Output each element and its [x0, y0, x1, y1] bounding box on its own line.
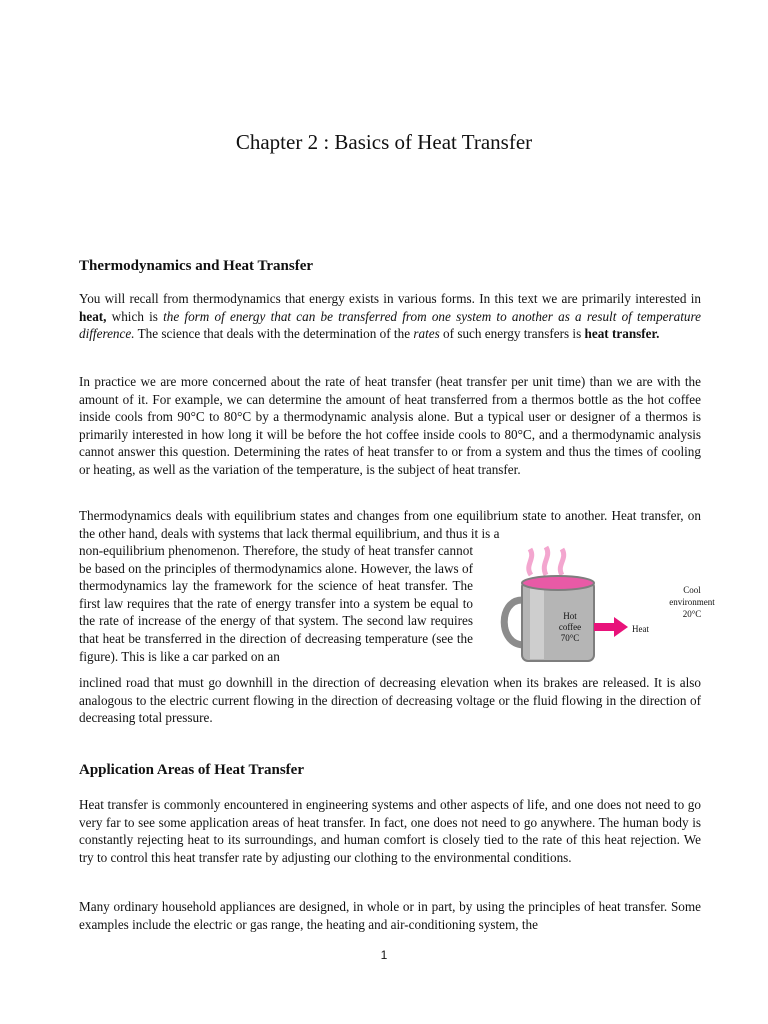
paragraph-rate: In practice we are more concerned about the rate of heat transfer (heat transfer per unit time) than we are with the amount of it. For example, we can determine the amount of heat transferred from a thermos bottle as the hot coffee inside cools from 90°C to 80°C by a thermodynamic analysis alone. But a typical user or designer of a thermos is primarily interested in how long it will be before the hot coffee inside cools to 80°C, and a thermodynamic analysis cannot answer this question. Determining the rates of heat transfer to or from a system and thus the times of cooling or heating, as well as the variation of the temperature, is the subject of heat transfer. [79, 374, 701, 477]
paragraph-equilibrium-bottom: inclined road that must go downhill in the direction of decreasing elevation when its brakes are released. It is also analogous to the electric current flowing in the direction of decreasing voltage or the fluid flowing in the direction of decreasing total pressure. [79, 675, 701, 726]
heat-label: Heat [632, 624, 649, 634]
steam-wisp [544, 547, 547, 575]
heat-transfer-figure [486, 545, 728, 665]
page-title: Chapter 2 : Basics of Heat Transfer [235, 130, 533, 154]
paragraph-equilibrium-wrap: non-equilibrium phenomenon. Therefore, the study of heat transfer cannot be based on the principles of thermodynamics alone. However, the laws of thermodynamics lay the framework for the science of heat transfer. The first law requires that the rate of energy transfer into a system be equal to the rate of increase of the energy of that system. The second law requires that heat be transferred in the direction of decreasing temperature (see the figure). This is like a car parked on an [79, 543, 473, 664]
term-heat: heat, [79, 308, 107, 324]
term-heat-transfer: heat transfer. [584, 326, 660, 342]
coffee-mug-illustration [486, 545, 728, 665]
steam-wisp [560, 549, 563, 575]
term-rates: rates [413, 326, 440, 342]
env-label-temp: 20°C [682, 609, 702, 619]
heat-arrow [594, 623, 616, 631]
mug-label-hot: Hot [563, 611, 577, 621]
paragraph-equilibrium-top: Thermodynamics deals with equilibrium states and changes from one equilibrium state to another. Heat transfer, on the other hand, deals with systems that lack thermal equilibrium, and thus it is a [79, 508, 701, 541]
env-label-cool: Cool [683, 585, 701, 595]
section-heading-applications: Application Areas of Heat Transfer [79, 762, 304, 778]
heat-arrow-head [614, 617, 628, 637]
mug-label-coffee: coffee [558, 622, 582, 632]
paragraph-appliances: Many ordinary household appliances are designed, in whole or in part, by using the principles of heat transfer. Some examples include the electric or gas range, the heating and air-conditioning system, the [79, 899, 701, 932]
heat-definition: the form of energy that can be transferred from one system to another as a result of temperature difference. [79, 308, 701, 342]
paragraph-intro: You will recall from thermodynamics that energy exists in various forms. In this text we are primarily interested in heat, which is the form of energy that can be transferred from one system to another as a result of temperature difference. The science that deals with the determination of the rates of such energy transfers is heat transfer. [79, 291, 701, 342]
env-label-environment: environment [669, 597, 715, 607]
coffee-surface [522, 576, 594, 590]
paragraph-applications: Heat transfer is commonly encountered in engineering systems and other aspects of life, and one does not need to go very far to see some application areas of heat transfer. In fact, one does not need to go anywhere. The human body is constantly rejecting heat to its surroundings, and human comfort is closely tied to the rate of this heat rejection. We try to control this heat transfer rate by adjusting our clothing to the environmental conditions. [79, 797, 701, 865]
section-heading-thermodynamics: Thermodynamics and Heat Transfer [79, 258, 314, 274]
mug-label-temp: 70°C [560, 633, 580, 643]
page-number: 1 [380, 948, 388, 962]
steam-wisp [529, 549, 532, 575]
